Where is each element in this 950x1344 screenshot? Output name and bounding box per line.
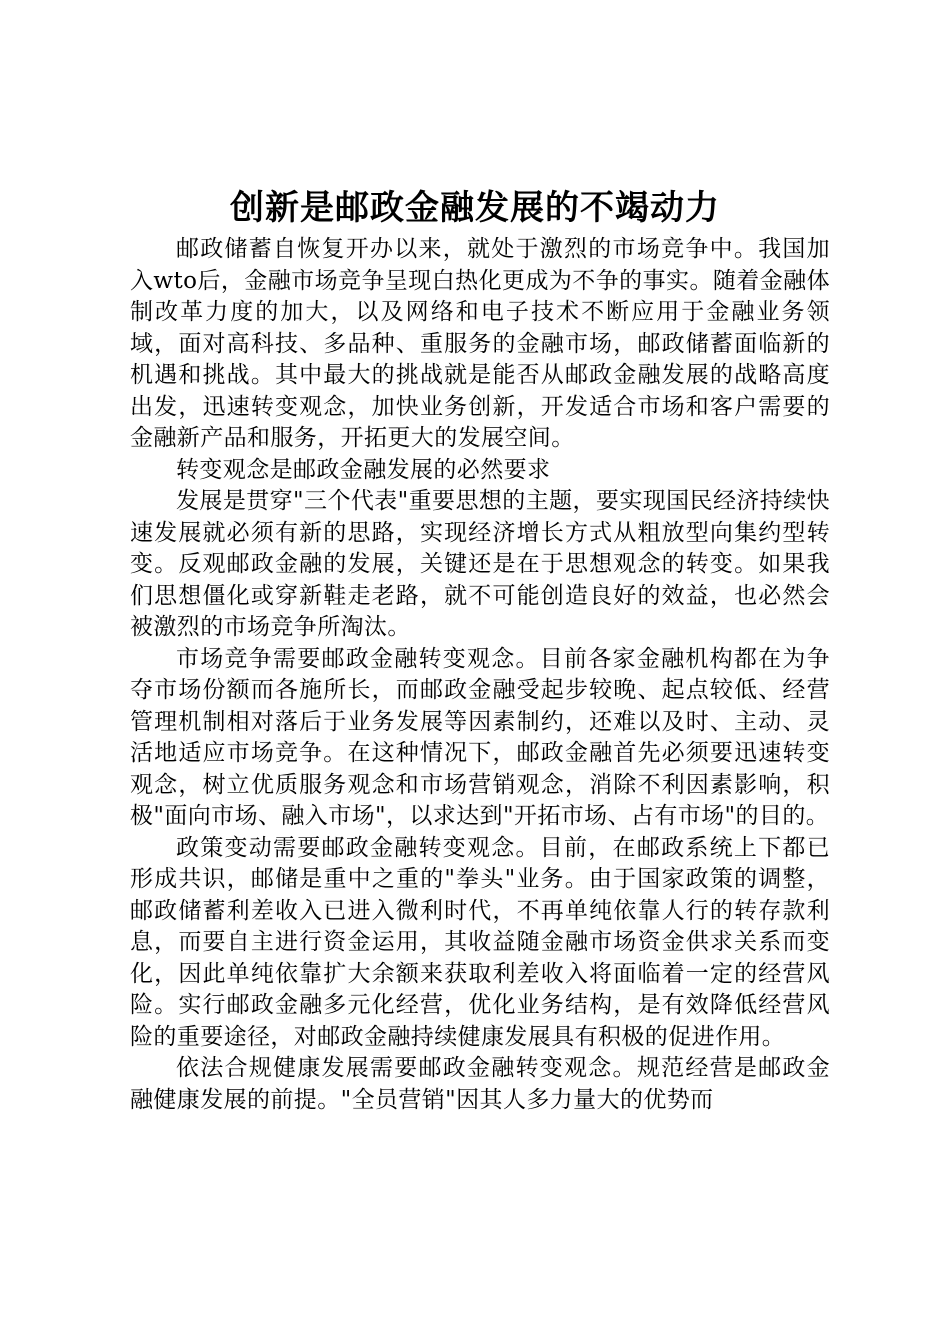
document-body (130, 234, 830, 1116)
paragraph-market-competition: 市场竞争需要邮政金融转变观念。目前各家金融机构都在为争夺市场份额而各施所长，而邮政金融受起步较晚、起点较低、经营管理机制相对落后于业务发展等因素制约，还难以及时、主动、灵活地适应市场竞争。在这种情况下，邮政金融首先必须要迅速转变观念，树立优质服务观念和市场营销观念，消除不利因素影响，积极"面向市场、融入市场"，以求达到"开拓市场、占有市场"的目的。 (130, 645, 830, 829)
paragraph-intro: 邮政储蓄自恢复开办以来，就处于激烈的市场竞争中。我国加入wto后，金融市场竞争呈现白热化更成为不争的事实。随着金融体制改革力度的加大，以及网络和电子技术不断应用于金融业务领域，面对高科技、多品种、重服务的金融市场，邮政储蓄面临新的机遇和挑战。其中最大的挑战就是能否从邮政金融发展的战略高度出发，迅速转变观念，加快业务创新，开发适合市场和客户需要的金融新产品和服务，开拓更大的发展空间。 (130, 236, 830, 451)
paragraph-policy-change: 政策变动需要邮政金融转变观念。目前，在邮政系统上下都已形成共识，邮储是重中之重的"拳头"业务。由于国家政策的调整，邮政储蓄利差收入已进入微利时代，不再单纯依靠人行的转存款利息，而要自主进行资金运用，其收益随金融市场资金供求关系而变化，因此单纯依靠扩大余额来获取利差收入将面临着一定的经营风险。实行邮政金融多元化经营，优化业务结构，是有效降低经营风险的重要途径，对邮政金融持续健康发展具有积极的促进作用。 (130, 834, 830, 1050)
paragraph-development: 发展是贯穿"三个代表"重要思想的主题，要实现国民经济持续快速发展就必须有新的思路，实现经济增长方式从粗放型向集约型转变。反观邮政金融的发展，关键还是在于思想观念的转变。如果我们思想僵化或穿新鞋走老路，就不可能创造良好的效益，也必然会被激烈的市场竞争所淘汰。 (130, 488, 830, 640)
section-heading: 转变观念是邮政金融发展的必然要求 (176, 456, 551, 483)
paragraph-compliance: 依法合规健康发展需要邮政金融转变观念。规范经营是邮政金融健康发展的前提。"全员营销"因其人多力量大的优势而 (130, 1055, 830, 1113)
document-title: 创新是邮政金融发展的不竭动力 (230, 188, 720, 228)
